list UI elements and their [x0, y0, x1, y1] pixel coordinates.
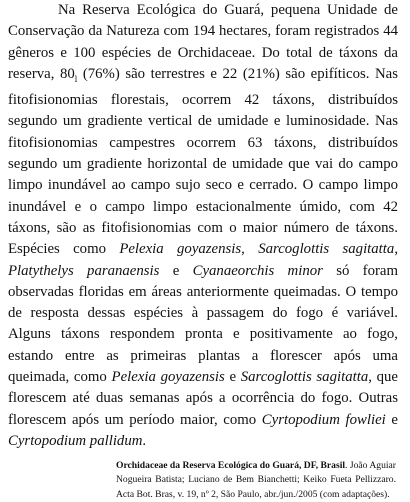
text-segment: , que florescem até duas semanas após a ocorrência do fogo. Outras florescem após um período maior, como — [8, 369, 398, 428]
source-citation — [8, 459, 398, 502]
abstract-paragraph — [8, 0, 398, 452]
text-segment: Na Reserva Ecológica do Guará, pequena Unidade de Conservação da Natureza com 194 hectares, foram registrados 44 gêneros e 100 espécies de Orchidaceae. Do total de táxons da reserva, 80 — [8, 2, 398, 82]
text-segment: e — [385, 411, 398, 428]
citation-title: Orchidaceae da Reserva Ecológica do Guará, DF, Brasil — [116, 460, 346, 472]
subscript-mark: l — [74, 73, 78, 84]
citation-details: . João Aguiar Nogueira Batista; Luciano de Bem Bianchetti; Keiko Fueta Pellizzaro. Acta Bot. Bras, v. 19, nº 2, São Paulo, abr./jun./2005 (com adaptações). — [116, 460, 396, 500]
text-segment: . — [142, 432, 147, 449]
document-page — [8, 0, 399, 500]
species-name: Cyrtopodium pallidum — [8, 432, 143, 449]
text-segment: só foram observadas floridas em áreas anteriormente queimadas. O tempo de resposta dessas espécies à passagem do fogo é variável. Alguns táxons respondem pronta e positivamente ao fogo, estando entre as primeiras plantas a florescer após uma queimada, como — [8, 262, 399, 385]
text-segment: (76%) são terrestres e 22 (21%) são epifíticos. Nas fitofisionomias florestais, ocorrem 42 táxons, distribuídos segundo um gradiente vertical de umidade e luminosidade. Nas fitofisionomias campestres ocorrem 63 táxons, distribuídos segundo um gradiente horizontal de umidade que vai do campo limpo inundável ao campo sujo seco e cerrado. O campo limpo inundável e o campo limpo estacionalmente úmido, com 42 táxons, são as fitofisionomias com o maior número de táxons. Espécies como — [8, 65, 398, 258]
text-segment: e — [224, 369, 241, 385]
text-segment: e — [159, 262, 193, 279]
species-name: Cyanaeorchis minor — [192, 262, 323, 279]
species-name: Cyrtopodium fowliei — [261, 411, 386, 428]
species-name: Sarcoglottis sagitatta — [240, 369, 369, 385]
species-name: Pelexia goyazensis — [119, 241, 242, 258]
species-name: Platythelys paranaensis — [8, 262, 160, 279]
species-name: Pelexia goyazensis — [111, 369, 225, 385]
text-segment: , — [241, 241, 259, 258]
species-name: Sarcoglottis sagitatta — [258, 241, 395, 258]
text-segment: , — [394, 241, 399, 258]
